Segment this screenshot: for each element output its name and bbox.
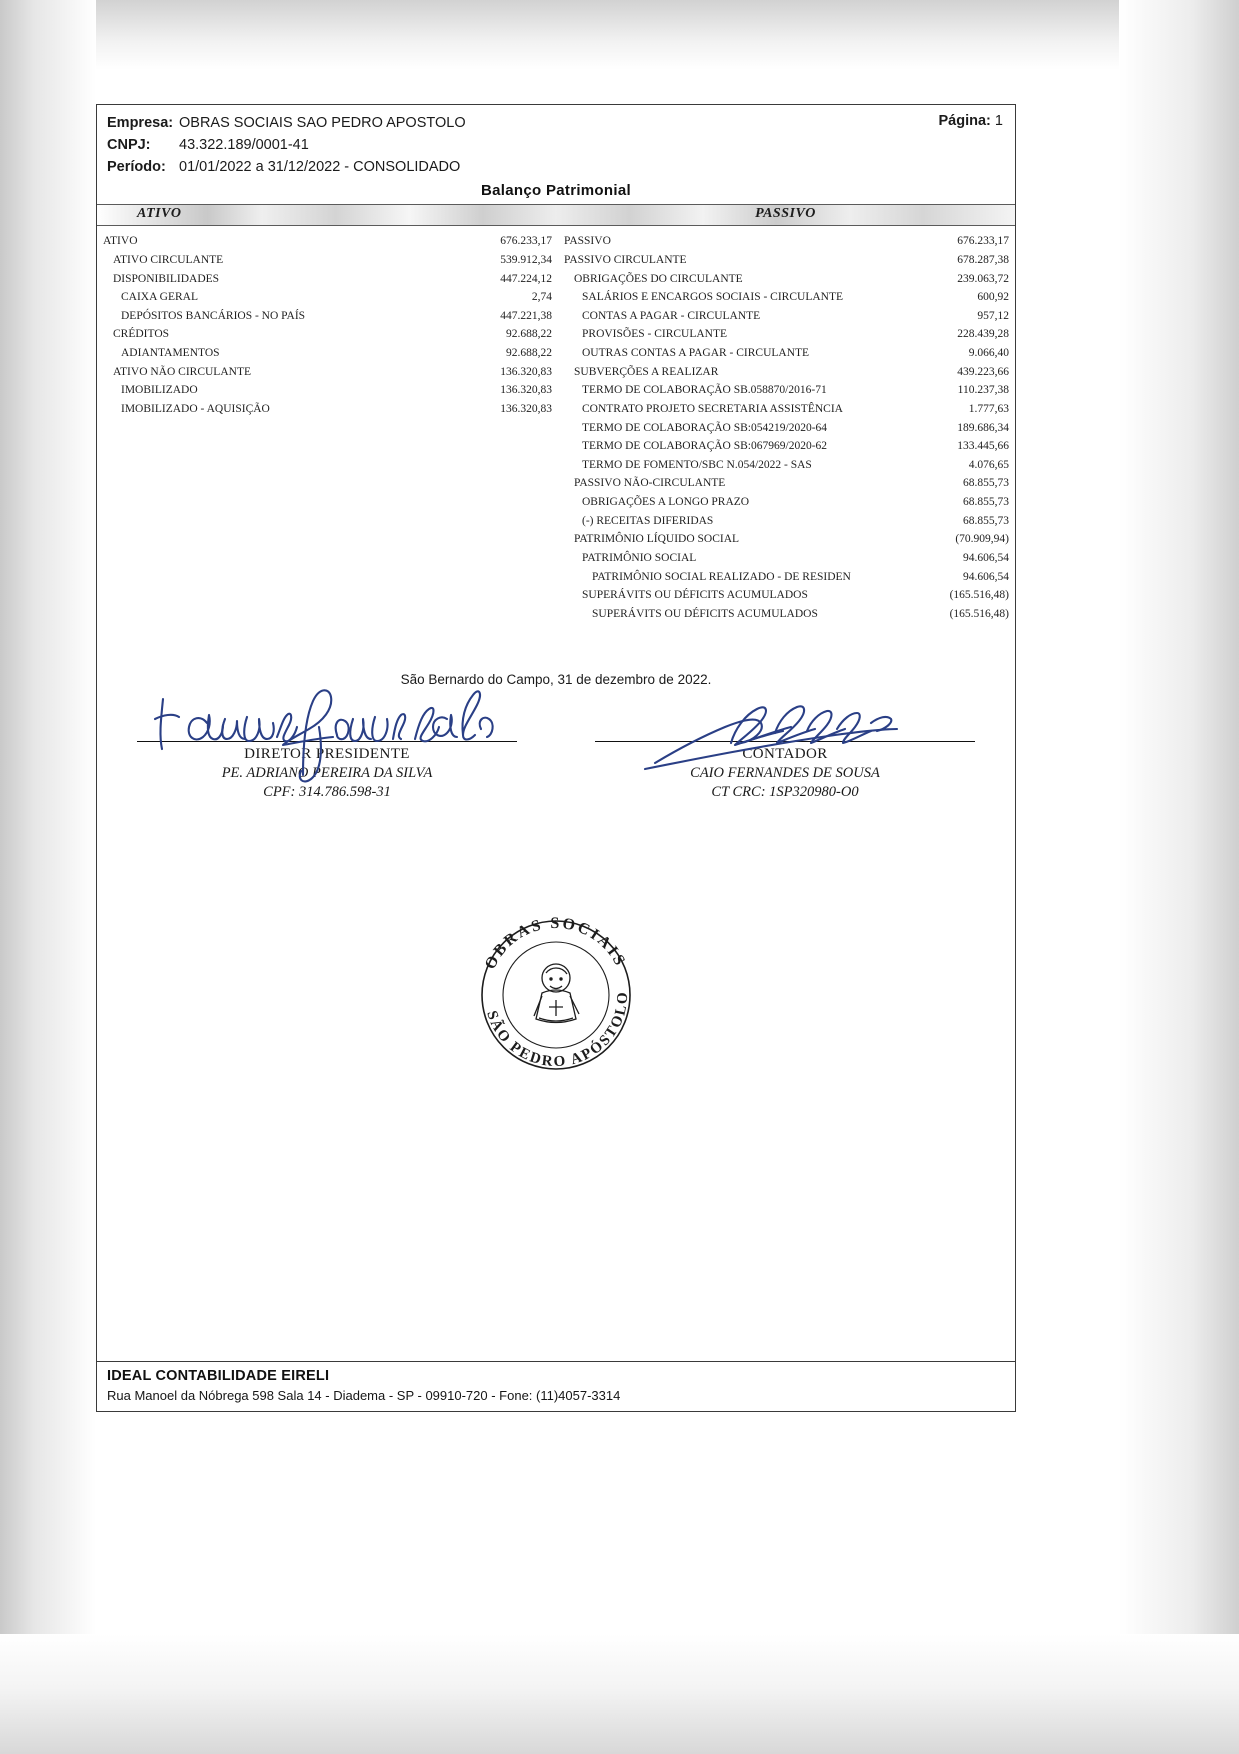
ativo-account-value: 136.320,83 [500,384,552,397]
page-number [939,113,1003,129]
ativo-account-value: 92.688,22 [506,347,552,359]
page-value: 1 [994,113,1003,129]
passivo-row [564,512,1009,531]
ativo-row [103,363,552,382]
period-label: Período: [107,158,166,175]
passivo-row [564,400,1009,419]
ativo-account-value: 447.224,12 [500,272,552,285]
passivo-account-name: (-) RECEITAS DIFERIDAS [582,514,714,527]
scan-shadow-left [0,0,96,1754]
ativo-row [103,400,552,419]
company-label: Empresa: [107,115,174,131]
passivo-account-value: 189.686,34 [957,421,1009,434]
passivo-row [564,270,1009,289]
ativo-row [103,232,552,251]
passivo-row [564,363,1009,382]
passivo-account-name: OBRIGAÇÕES DO CIRCULANTE [574,272,743,285]
ativo-account-name: ATIVO [103,235,138,248]
passivo-account-value: 4.076,65 [968,458,1009,471]
ativo-row [103,251,552,270]
role-accountant: CONTADOR [742,746,828,763]
cnpj-row [107,135,1005,157]
passivo-account-value: 439.223,66 [957,365,1009,378]
passivo-account-name: PATRIMÔNIO LÍQUIDO SOCIAL [574,533,740,546]
ativo-row [103,270,552,289]
passivo-account-value: (165.516,48) [949,589,1009,602]
cpf-director: CPF: 314.786.598-31 [263,784,391,801]
scan-shadow-top [0,0,1239,70]
passivo-row [564,530,1009,549]
passivo-row [564,381,1009,400]
passivo-row [564,605,1009,624]
ativo-account-name: ATIVO CIRCULANTE [113,253,224,266]
signature-line-director [137,741,517,742]
signature-accountant [595,741,975,801]
passivo-account-value: 239.063,72 [957,272,1009,285]
passivo-account-name: SUPERÁVITS OU DÉFICITS ACUMULADOS [582,589,808,602]
passivo-row [564,474,1009,493]
ativo-account-value: 447.221,38 [500,309,552,322]
passivo-row [564,288,1009,307]
ativo-row [103,288,552,307]
ativo-row [103,381,552,400]
passivo-account-value: (70.909,94) [955,533,1009,546]
passivo-account-name: CONTAS A PAGAR - CIRCULANTE [582,309,761,322]
passivo-account-value: 94.606,54 [963,570,1009,583]
ativo-account-name: IMOBILIZADO [121,384,198,397]
role-director: DIRETOR PRESIDENTE [244,746,410,763]
scan-shadow-right [1119,0,1239,1754]
passivo-account-value: 676.233,17 [957,235,1009,248]
ativo-account-value: 92.688,22 [506,328,552,341]
ativo-account-value: 2,74 [531,291,552,304]
passivo-account-value: (165.516,48) [949,607,1009,620]
ativo-account-name: CRÉDITOS [113,328,170,341]
passivo-account-value: 68.855,73 [963,477,1009,490]
svg-text:OBRAS SOCIAIS: OBRAS SOCIAIS [481,915,630,973]
passivo-account-name: PATRIMÔNIO SOCIAL REALIZADO - DE RESIDEN [592,570,851,583]
passivo-account-name: PASSIVO [564,235,611,248]
company-row [107,113,1005,135]
passivo-account-value: 94.606,54 [963,551,1009,564]
passivo-account-value: 678.287,38 [957,253,1009,266]
passivo-account-name: TERMO DE COLABORAÇÃO SB.058870/2016-71 [582,384,827,397]
ativo-account-value: 539.912,34 [500,253,552,266]
balance-columns [97,226,1015,656]
signature-block [137,741,975,801]
passivo-row [564,307,1009,326]
passivo-account-value: 1.777,63 [968,402,1009,415]
scan-shadow-bottom [0,1634,1239,1754]
passivo-account-value: 9.066,40 [968,347,1009,359]
blank-area [97,801,1015,1361]
passivo-row [564,493,1009,512]
passivo-account-name: TERMO DE FOMENTO/SBC N.054/2022 - SAS [582,458,812,471]
passivo-account-name: TERMO DE COLABORAÇÃO SB:067969/2020-62 [582,440,828,453]
footer-company: IDEAL CONTABILIDADE EIRELI [107,1368,330,1385]
ativo-account-name: DISPONIBILIDADES [113,272,220,285]
ativo-account-value: 136.320,83 [500,402,552,415]
banner-right [556,205,1015,225]
banner-passivo-label: PASSIVO [755,206,816,222]
ativo-account-name: ATIVO NÃO CIRCULANTE [113,365,251,378]
passivo-account-name: TERMO DE COLABORAÇÃO SB:054219/2020-64 [582,421,828,434]
cnpj-label: CNPJ: [107,136,151,153]
ativo-row [103,307,552,326]
document-header [97,105,1015,204]
company-value: OBRAS SOCIAIS SAO PEDRO APOSTOLO [179,115,466,131]
passivo-account-value: 68.855,73 [963,514,1009,527]
ativo-column [97,232,556,652]
footer-address: Rua Manoel da Nóbrega 598 Sala 14 - Diadema - SP - 09910-720 - Fone: (11)4057-3314 [107,1388,621,1404]
name-director: PE. ADRIANO PEREIRA DA SILVA [221,765,433,782]
passivo-column [556,232,1015,652]
passivo-account-name: PASSIVO NÃO-CIRCULANTE [574,477,726,490]
passivo-account-value: 228.439,28 [957,328,1009,341]
passivo-account-value: 133.445,66 [957,440,1009,453]
city-date: São Bernardo do Campo, 31 de dezembro de 2022. [400,672,712,688]
ativo-row [103,344,552,363]
name-accountant: CAIO FERNANDES DE SOUSA [690,765,880,782]
passivo-account-name: PATRIMÔNIO SOCIAL [582,551,697,564]
document-footer [97,1361,1015,1411]
passivo-account-value: 68.855,73 [963,496,1009,508]
banner-ativo-label: ATIVO [137,206,182,222]
ativo-account-name: IMOBILIZADO - AQUISIÇÃO [121,402,270,415]
passivo-row [564,325,1009,344]
passivo-row [564,251,1009,270]
page-title: Balanço Patrimonial [481,182,631,200]
passivo-account-value: 957,12 [977,309,1009,322]
passivo-account-name: SUBVERÇÕES A REALIZAR [574,365,719,378]
passivo-account-name: CONTRATO PROJETO SECRETARIA ASSISTÊNCIA [582,402,843,415]
crc-accountant: CT CRC: 1SP320980-O0 [711,784,859,801]
section-banner [97,204,1015,226]
passivo-account-name: OUTRAS CONTAS A PAGAR - CIRCULANTE [582,347,810,359]
period-value: 01/01/2022 a 31/12/2022 - CONSOLIDADO [179,158,461,175]
ativo-account-name: CAIXA GERAL [121,291,198,304]
ativo-account-value: 676.233,17 [500,235,552,248]
passivo-account-name: PROVISÕES - CIRCULANTE [582,328,728,341]
passivo-row [564,456,1009,475]
passivo-account-name: SALÁRIOS E ENCARGOS SOCIAIS - CIRCULANTE [582,291,844,304]
page-label: Página: [938,113,991,129]
ativo-account-name: ADIANTAMENTOS [121,347,220,359]
passivo-row [564,586,1009,605]
passivo-account-value: 110.237,38 [957,384,1009,397]
passivo-account-name: SUPERÁVITS OU DÉFICITS ACUMULADOS [592,607,818,620]
banner-left [97,205,556,225]
passivo-row [564,344,1009,363]
passivo-account-name: OBRIGAÇÕES A LONGO PRAZO [582,496,750,508]
passivo-row [564,437,1009,456]
passivo-account-value: 600,92 [977,291,1009,304]
cnpj-value: 43.322.189/0001-41 [179,136,309,153]
ativo-account-name: DEPÓSITOS BANCÁRIOS - NO PAÍS [121,309,306,322]
passivo-row [564,419,1009,438]
period-row [107,157,1005,179]
handwritten-signature-accountant [635,689,955,799]
passivo-row [564,568,1009,587]
svg-text:SÃO PEDRO APÓSTOLO: SÃO PEDRO APÓSTOLO [483,990,632,1071]
ativo-row [103,325,552,344]
signature-line-accountant [595,741,975,742]
passivo-account-name: PASSIVO CIRCULANTE [564,253,687,266]
passivo-row [564,232,1009,251]
ativo-account-value: 136.320,83 [500,365,552,378]
balance-sheet-document [96,104,1016,1412]
signature-director [137,741,517,801]
passivo-row [564,549,1009,568]
